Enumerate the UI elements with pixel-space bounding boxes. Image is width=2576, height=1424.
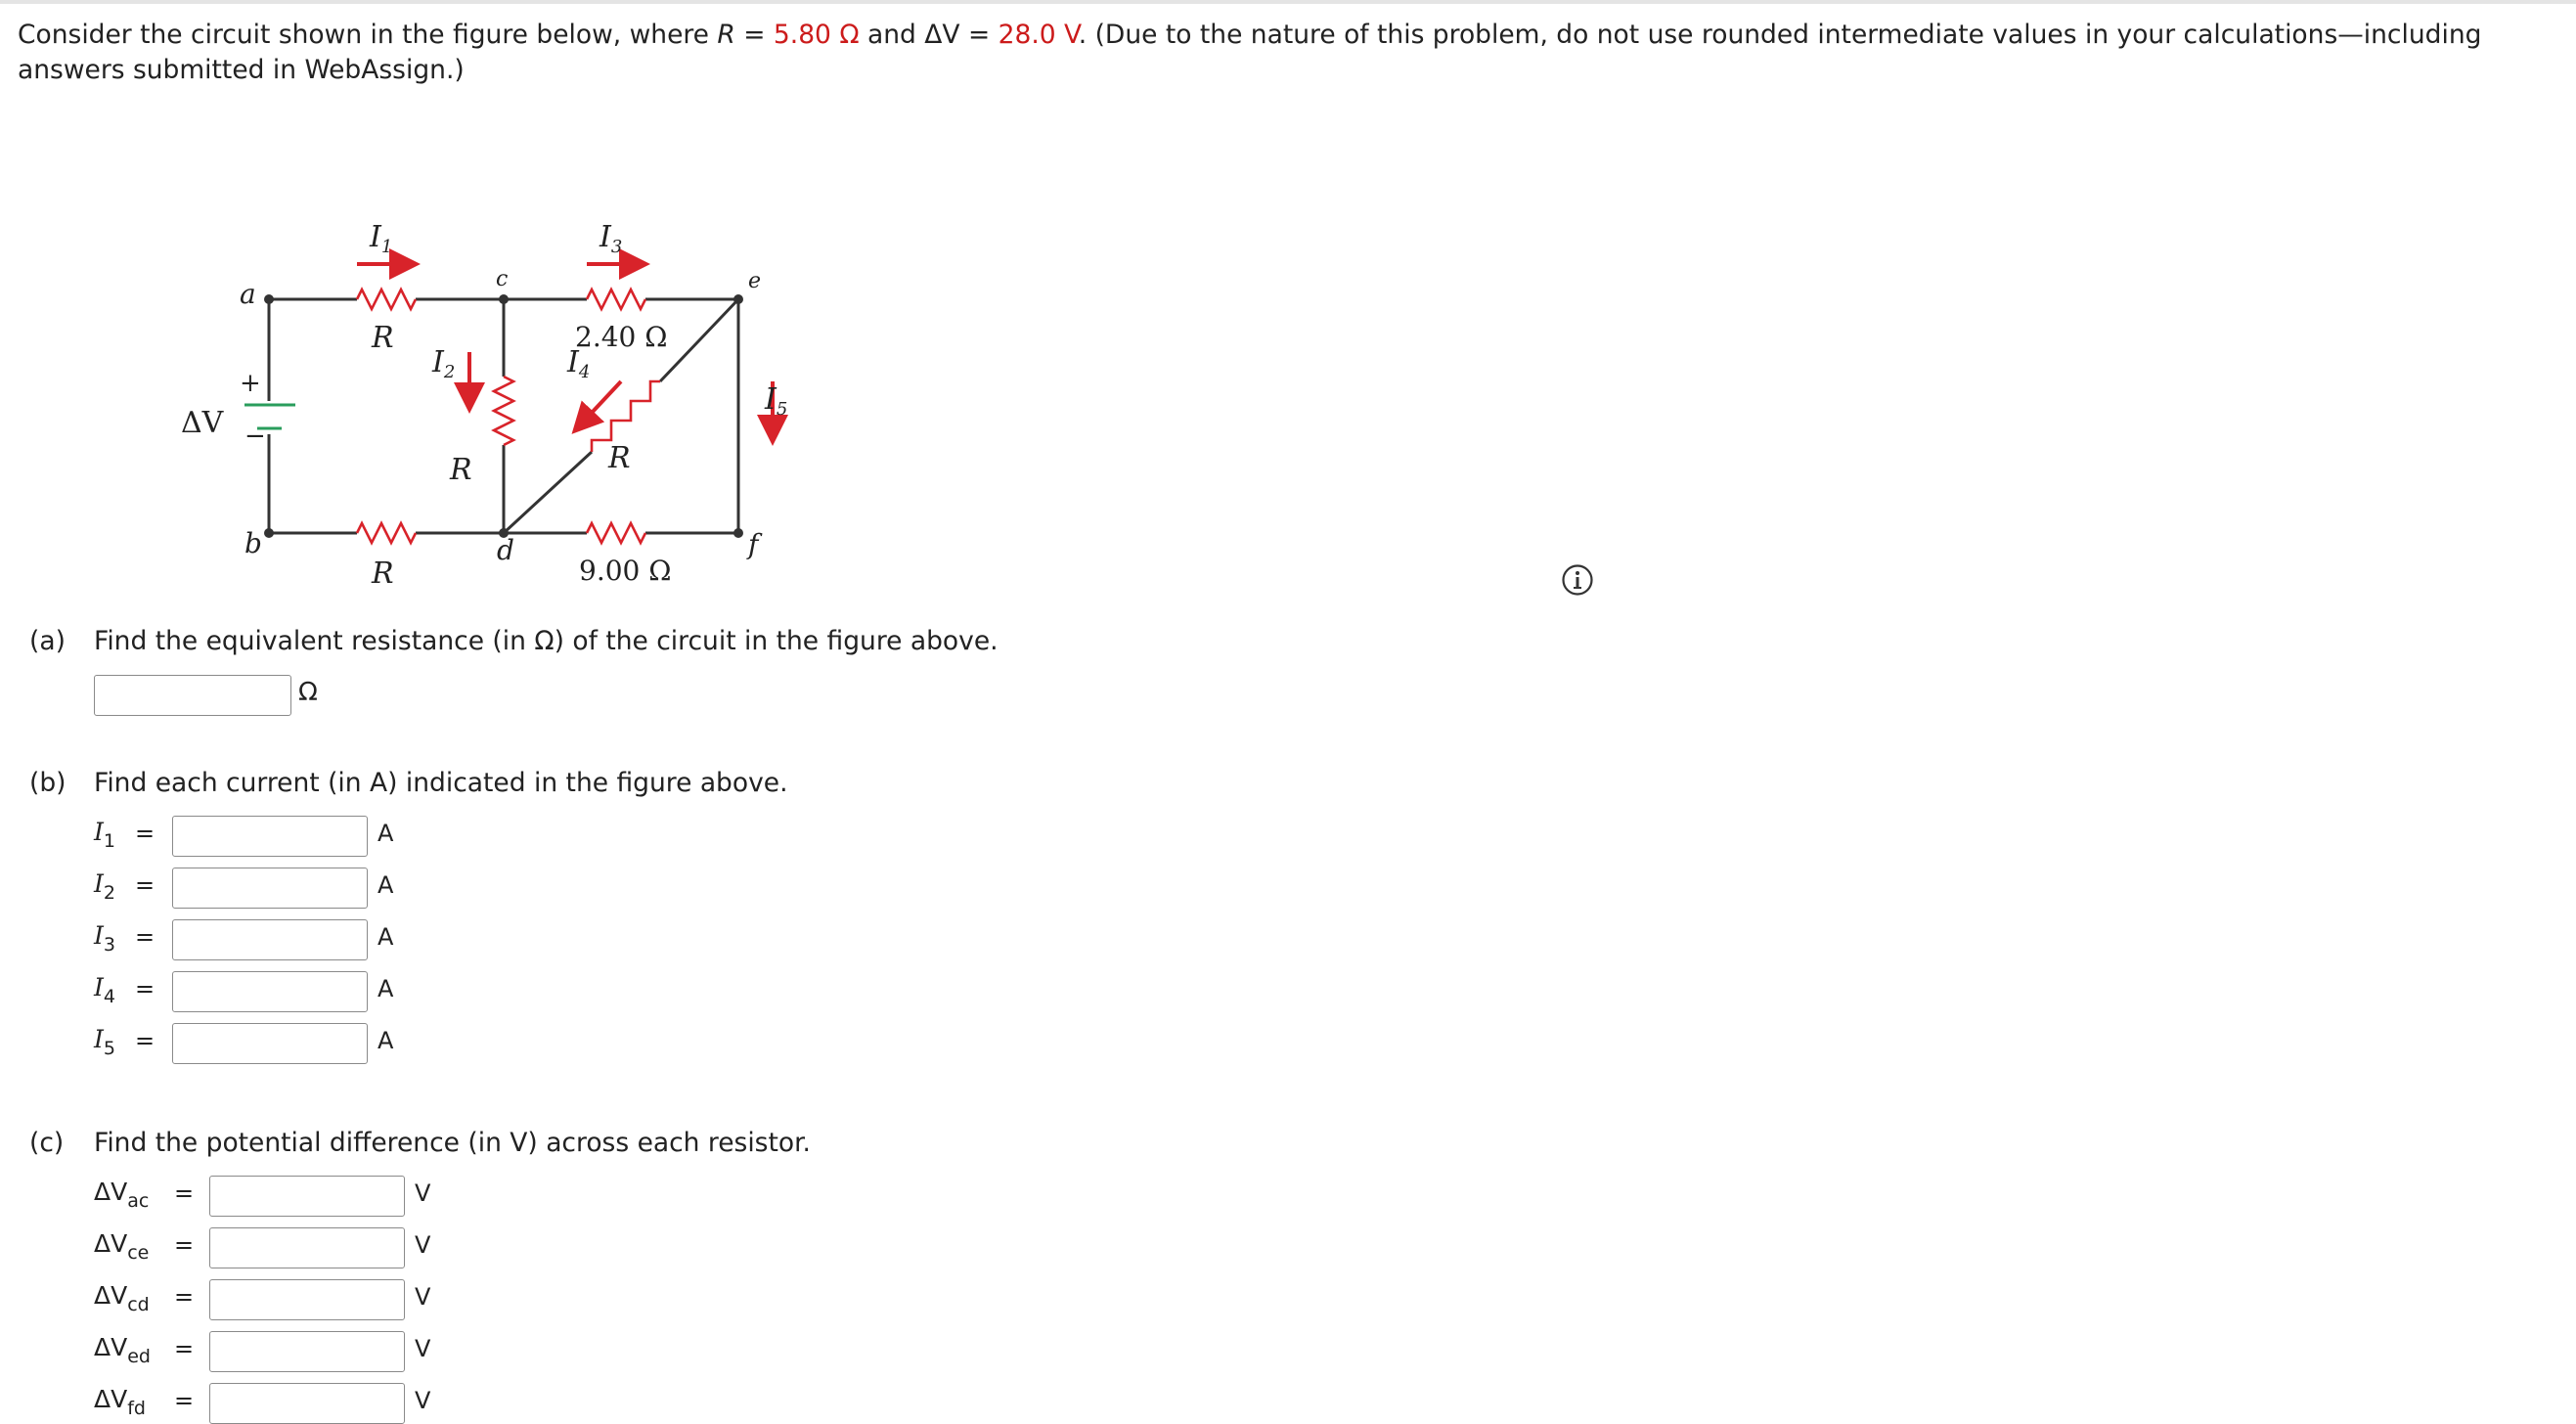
part_c-answer-input-ce[interactable] xyxy=(209,1227,405,1268)
label-r-diagonal: R xyxy=(608,441,631,475)
part-b-tag: (b) xyxy=(29,768,67,798)
label-i3: $I_3$ xyxy=(600,220,623,257)
part-a-tag: (a) xyxy=(29,626,66,656)
label-r-vertical: R xyxy=(450,453,472,487)
part_c-answer-input-ac[interactable] xyxy=(209,1176,405,1217)
part_c-var-symbol: ΔV xyxy=(94,1229,128,1258)
resistor-bottom-left xyxy=(357,523,416,543)
part-c-text: Find the potential difference (in V) across each resistor. xyxy=(94,1128,811,1158)
part_b-var-label xyxy=(94,973,115,1007)
part_c-equals: = xyxy=(174,1335,195,1362)
problem-r-value: 5.80 Ω xyxy=(773,20,860,50)
top-divider xyxy=(0,0,2576,4)
part_b-equals: = xyxy=(135,820,155,847)
part_c-var-label xyxy=(94,1178,149,1212)
part_c-var-symbol: ΔV xyxy=(94,1281,128,1310)
equivalent-resistance-input[interactable] xyxy=(94,675,291,716)
part_b-answer-input-3[interactable] xyxy=(172,919,368,960)
resistor-top-right xyxy=(587,289,645,309)
part_b-var-symbol: I xyxy=(94,869,104,898)
part_c-unit: V xyxy=(415,1179,431,1207)
problem-r-symbol: R xyxy=(717,20,735,50)
part_b-var-symbol: I xyxy=(94,921,104,950)
part_c-unit: V xyxy=(415,1387,431,1414)
part-a-unit: Ω xyxy=(298,678,318,707)
part_b-equals: = xyxy=(135,1027,155,1054)
part_c-answer-input-ed[interactable] xyxy=(209,1331,405,1372)
part-c-question xyxy=(29,1128,811,1158)
label-delta-v: ΔV xyxy=(181,406,224,440)
label-r-240: 2.40 Ω xyxy=(575,321,668,353)
part-b-question xyxy=(29,768,788,798)
part_b-answer-input-1[interactable] xyxy=(172,816,368,857)
part_b-unit: A xyxy=(378,871,394,899)
problem-text-1: Consider the circuit shown in the figure below, where xyxy=(18,20,718,50)
label-i4: $I_4$ xyxy=(567,345,591,382)
problem-dv-value: 28.0 V xyxy=(998,20,1079,50)
part_c-var-symbol: ΔV xyxy=(94,1333,128,1361)
resistor-bottom-right xyxy=(587,523,645,543)
problem-text-4: . (Due to the nature of this problem, do not use rounded intermediate values in your calculations—including answers submitted in WebAssign.) xyxy=(18,20,2482,85)
part_c-var-label xyxy=(94,1229,149,1264)
part_c-var-subscript: cd xyxy=(127,1294,150,1315)
part_b-var-label xyxy=(94,818,115,852)
part_b-var-label xyxy=(94,869,115,904)
part_c-equals: = xyxy=(174,1283,195,1311)
part_c-var-subscript: ce xyxy=(127,1242,150,1264)
part_b-answer-input-2[interactable] xyxy=(172,868,368,909)
part_b-unit: A xyxy=(378,975,394,1002)
label-minus: − xyxy=(244,422,266,451)
part_c-var-subscript: ac xyxy=(127,1190,150,1212)
part_b-var-symbol: I xyxy=(94,1025,104,1053)
part_b-answer-input-4[interactable] xyxy=(172,971,368,1012)
part_c-var-label xyxy=(94,1385,146,1419)
part_c-answer-input-cd[interactable] xyxy=(209,1279,405,1320)
problem-statement xyxy=(18,18,2521,88)
part_b-var-subscript: 3 xyxy=(103,934,115,956)
part_b-var-label xyxy=(94,1025,115,1059)
label-r-bottom-left: R xyxy=(372,556,394,591)
resistor-top-left xyxy=(357,289,416,309)
part_b-equals: = xyxy=(135,923,155,951)
label-r-top-left: R xyxy=(372,321,394,355)
part_b-var-subscript: 2 xyxy=(103,882,115,904)
part-b-text: Find each current (in A) indicated in the figure above. xyxy=(94,768,788,798)
part_b-var-subscript: 4 xyxy=(103,986,115,1007)
current-arrows xyxy=(357,264,773,438)
label-i2: $I_2$ xyxy=(432,345,456,382)
label-plus: + xyxy=(240,369,261,398)
part_c-equals: = xyxy=(174,1179,195,1207)
part_c-unit: V xyxy=(415,1335,431,1362)
part-a-text: Find the equivalent resistance (in Ω) of the circuit in the figure above. xyxy=(94,626,999,656)
part_b-var-subscript: 5 xyxy=(103,1038,115,1059)
part_c-var-label xyxy=(94,1333,151,1367)
label-r-900: 9.00 Ω xyxy=(579,555,672,587)
part_b-answer-input-5[interactable] xyxy=(172,1023,368,1064)
part_b-unit: A xyxy=(378,820,394,847)
part_c-equals: = xyxy=(174,1231,195,1259)
part_c-var-subscript: ed xyxy=(127,1346,151,1367)
label-node-a: a xyxy=(240,278,256,310)
part_c-var-symbol: ΔV xyxy=(94,1385,128,1413)
label-node-c: c xyxy=(496,267,509,291)
part-c-tag: (c) xyxy=(29,1128,65,1158)
part_c-answer-input-fd[interactable] xyxy=(209,1383,405,1424)
part_c-var-subscript: fd xyxy=(127,1398,146,1419)
problem-text-2: = xyxy=(734,20,774,50)
resistor-vertical xyxy=(494,377,513,445)
circuit-figure xyxy=(166,205,1633,616)
label-i5: $I_5$ xyxy=(765,382,788,420)
part_c-equals: = xyxy=(174,1387,195,1414)
part_b-unit: A xyxy=(378,923,394,951)
part_c-unit: V xyxy=(415,1231,431,1259)
part_c-var-symbol: ΔV xyxy=(94,1178,128,1206)
part_c-var-label xyxy=(94,1281,150,1315)
part_b-equals: = xyxy=(135,975,155,1002)
label-node-e: e xyxy=(748,269,762,293)
part_b-unit: A xyxy=(378,1027,394,1054)
problem-text-3: and ΔV = xyxy=(859,20,999,50)
part_b-var-symbol: I xyxy=(94,973,104,1001)
part_b-var-symbol: I xyxy=(94,818,104,846)
part_b-var-label xyxy=(94,921,115,956)
info-icon[interactable] xyxy=(1561,563,1594,597)
label-node-d: d xyxy=(497,534,514,566)
label-i1: $I_1$ xyxy=(370,220,393,257)
label-node-b: b xyxy=(244,527,262,559)
part_b-var-subscript: 1 xyxy=(103,830,115,852)
part_b-equals: = xyxy=(135,871,155,899)
label-node-f: f xyxy=(748,528,759,560)
part_c-unit: V xyxy=(415,1283,431,1311)
part-a-question xyxy=(29,626,999,656)
